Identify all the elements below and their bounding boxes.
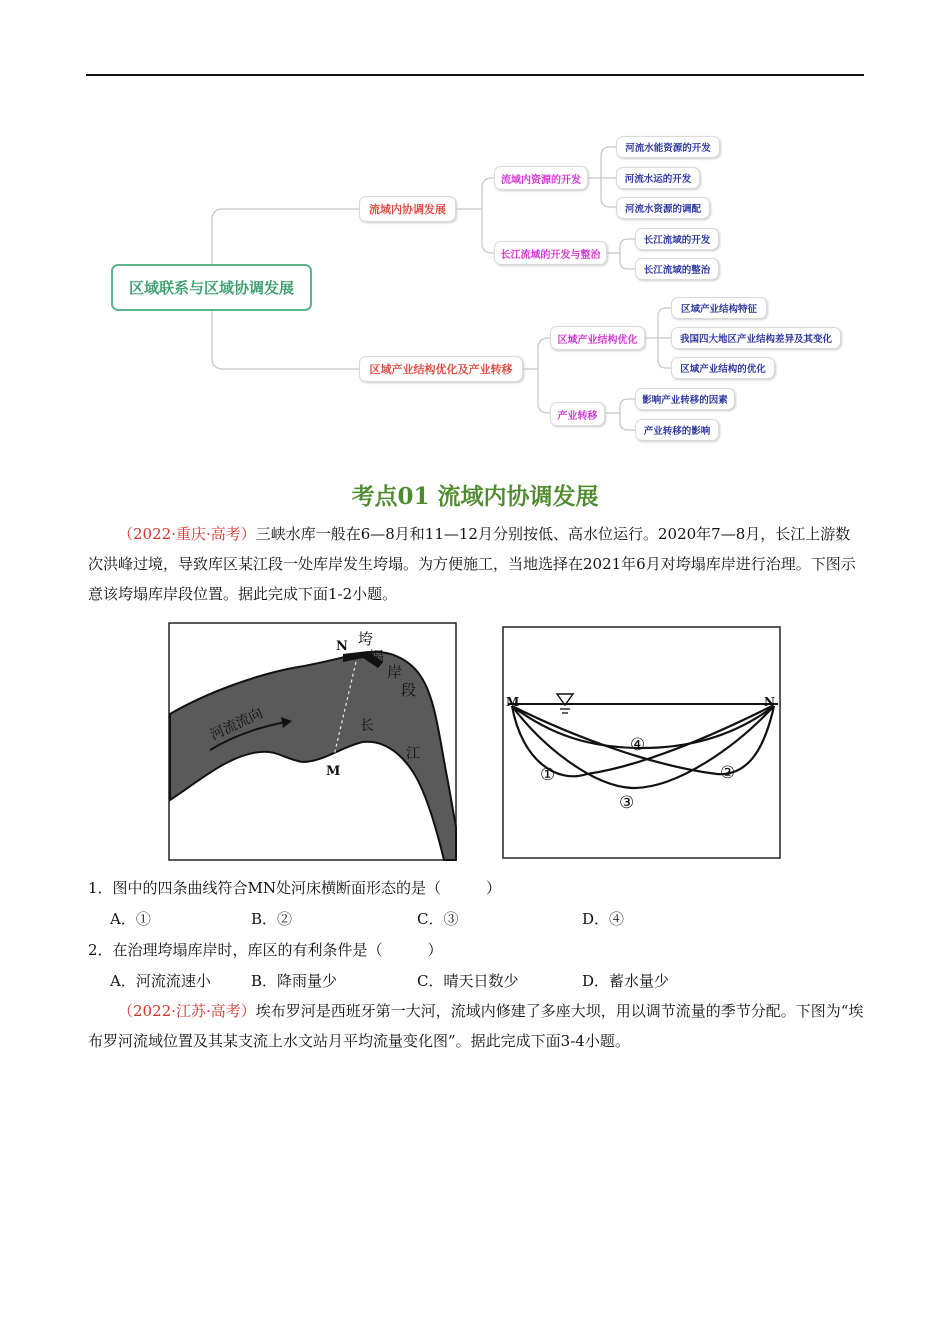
map-collapse-char-1: 垮 bbox=[358, 630, 374, 648]
mindmap-leaf-water-allocation: 河流水资源的调配 bbox=[616, 197, 710, 219]
cross-section-diagram bbox=[502, 626, 782, 860]
question-1-stem: 1．图中的四条曲线符合MN处河床横断面形态的是（ ） bbox=[88, 879, 502, 897]
river-map bbox=[168, 622, 458, 862]
passage-1-text: 三峡水库一般在6—8月和11—12月分别按低、高水位运行。2020年7—8月，长江上游数次洪峰过境，导致库区某江段一处库岸发生垮塌。为方便施工，当地选择在2021年6月对垮塌库岸进行治理。下图示意该垮塌库岸段位置。据此完成下面1-2小题。 bbox=[88, 525, 856, 603]
q2-option-d[interactable]: D．蓄水量少 bbox=[582, 972, 670, 990]
mindmap-branch-basin: 流域内协调发展 bbox=[359, 196, 456, 222]
mindmap-sub-yangtze: 长江流域的开发与整治 bbox=[494, 241, 607, 265]
mindmap-leaf-transfer-factors: 影响产业转移的因素 bbox=[635, 388, 735, 410]
passage-1 bbox=[88, 519, 864, 609]
mindmap-leaf-structure-optimize: 区域产业结构的优化 bbox=[671, 357, 775, 379]
mindmap-leaf-four-regions: 我国四大地区产业结构差异及其变化 bbox=[671, 327, 841, 349]
q2-option-b[interactable]: B．降雨量少 bbox=[251, 972, 338, 990]
passage-1-source: （2022·重庆·高考） bbox=[118, 525, 256, 543]
mindmap-leaf-shipping: 河流水运的开发 bbox=[616, 167, 700, 189]
question-2-stem: 2．在治理垮塌库岸时，库区的有利条件是（ ） bbox=[88, 941, 443, 959]
q1-option-d[interactable]: D．④ bbox=[582, 910, 625, 928]
section-title: 考点01 流域内协调发展 bbox=[351, 483, 599, 510]
q1-option-a[interactable]: A．① bbox=[110, 910, 151, 928]
map-collapse-char-3: 岸 bbox=[387, 663, 403, 681]
map-label-n: N bbox=[336, 639, 348, 654]
curve-label-3: ③ bbox=[619, 793, 635, 813]
curve-label-2: ② bbox=[720, 763, 736, 783]
map-collapse-char-4: 段 bbox=[401, 681, 417, 699]
section-label-m: M bbox=[506, 695, 520, 709]
question-1-options bbox=[110, 908, 810, 930]
curve-label-1: ① bbox=[540, 765, 556, 785]
mindmap-root: 区域联系与区域协调发展 bbox=[111, 264, 312, 311]
mindmap-leaf-yangtze-control: 长江流域的整治 bbox=[635, 258, 719, 280]
mind-map bbox=[0, 0, 950, 460]
question-2-options bbox=[110, 970, 810, 992]
mindmap-leaf-transfer-impact: 产业转移的影响 bbox=[635, 419, 719, 441]
map-flow-label: 河流流向 bbox=[207, 705, 266, 744]
map-label-m: M bbox=[326, 764, 341, 779]
q2-option-c[interactable]: C．晴天日数少 bbox=[417, 972, 519, 990]
mindmap-sub-transfer: 产业转移 bbox=[550, 402, 605, 426]
q1-option-c[interactable]: C．③ bbox=[417, 910, 459, 928]
section-label-n: N bbox=[764, 695, 775, 709]
passage-2-source: （2022·江苏·高考） bbox=[118, 1002, 256, 1020]
mindmap-leaf-yangtze-dev: 长江流域的开发 bbox=[635, 228, 719, 250]
curve-label-4: ④ bbox=[630, 735, 646, 755]
mindmap-leaf-hydropower: 河流水能资源的开发 bbox=[616, 136, 720, 158]
mindmap-branch-industry: 区域产业结构优化及产业转移 bbox=[359, 356, 523, 382]
map-river-char-2: 江 bbox=[406, 746, 420, 762]
mindmap-sub-resource-dev: 流域内资源的开发 bbox=[494, 166, 588, 190]
mindmap-sub-structure: 区域产业结构优化 bbox=[550, 326, 645, 350]
passage-2-text: 埃布罗河是西班牙第一大河，流域内修建了多座大坝，用以调节流量的季节分配。下图为“埃布罗河流域位置及其某支流上水文站月平均流量变化图”。据此完成下面3-4小题。 bbox=[88, 1002, 864, 1050]
passage-2 bbox=[88, 996, 864, 1056]
q1-option-b[interactable]: B．② bbox=[251, 910, 293, 928]
q2-option-a[interactable]: A．河流流速小 bbox=[110, 972, 211, 990]
map-river-char-1: 长 bbox=[360, 718, 374, 734]
figures bbox=[168, 622, 784, 862]
map-collapse-char-2: 塌 bbox=[369, 648, 385, 666]
mindmap-leaf-structure-features: 区域产业结构特征 bbox=[671, 297, 767, 319]
mind-map-connectors bbox=[0, 0, 950, 460]
